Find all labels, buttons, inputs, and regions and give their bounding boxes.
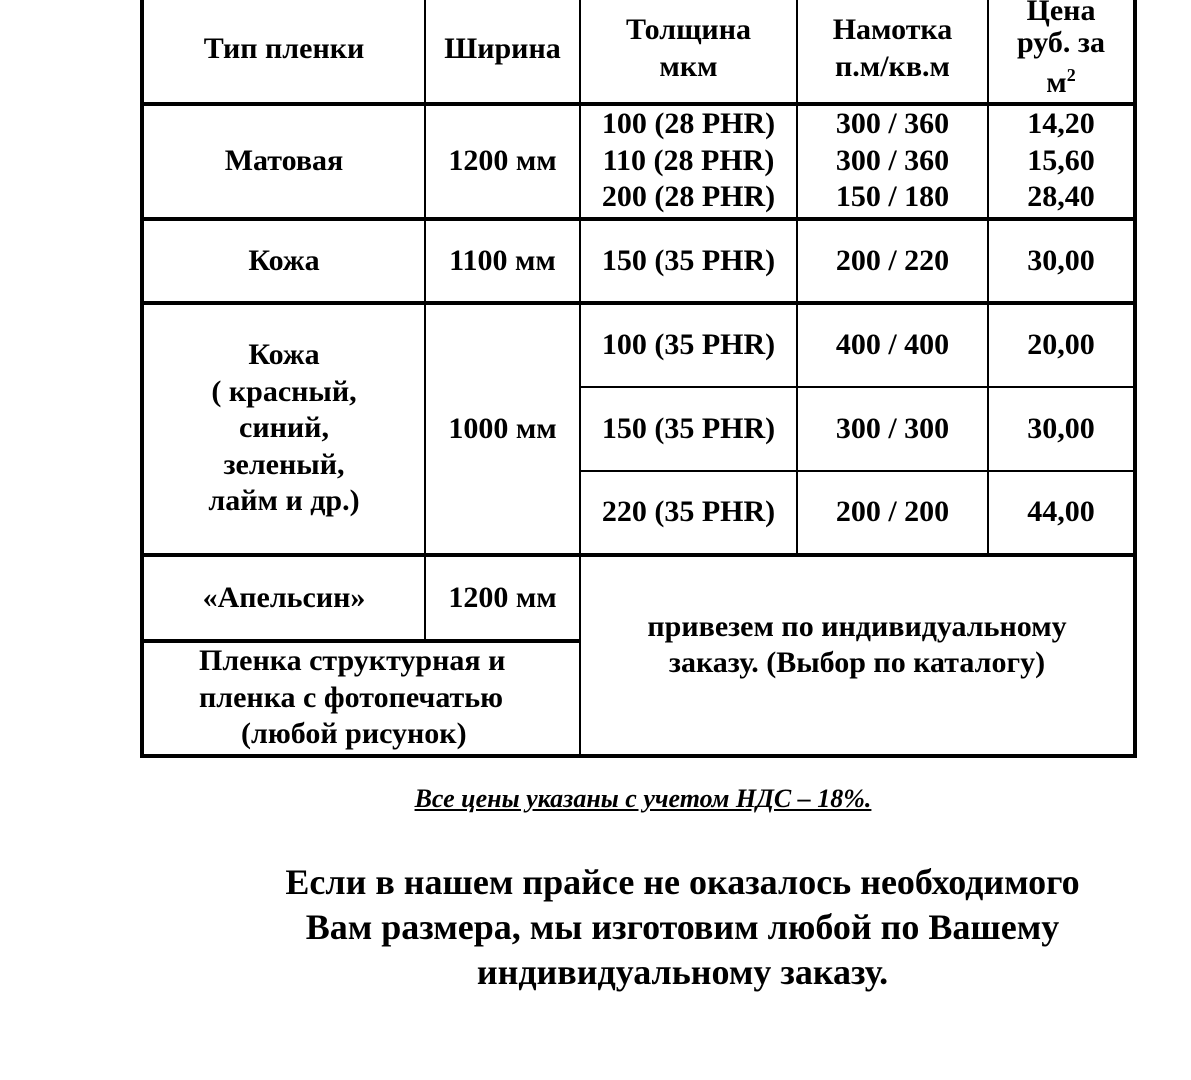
custom-order-line: привезем по индивидуальному — [647, 609, 1067, 643]
cell-price: 30,00 — [988, 387, 1135, 471]
type-line: зеленый, — [223, 447, 345, 481]
header-row — [142, 0, 1135, 104]
price-table — [140, 0, 1137, 758]
cell-price — [988, 104, 1135, 219]
vat-note: Все цены указаны с учетом НДС – 18%. — [414, 784, 872, 813]
cell-thickness: 150 (35 PHR) — [580, 387, 797, 471]
cell-width: 1100 мм — [425, 219, 580, 303]
type-line: лайм и др.) — [208, 484, 360, 518]
type-line: Пленка структурная и — [199, 644, 506, 678]
thickness-value: 200 (28 PHR) — [601, 180, 776, 214]
header-price-line1: Цена — [1026, 0, 1096, 27]
table-row — [142, 303, 1135, 387]
cell-thickness: 100 (35 PHR) — [580, 303, 797, 387]
footer-line: Если в нашем прайсе не оказалось необходимого — [285, 862, 1080, 902]
header-price — [988, 0, 1135, 104]
cell-winding — [797, 104, 988, 219]
cell-winding: 300 / 300 — [797, 387, 988, 471]
cell-type: Матовая — [142, 104, 425, 219]
header-width: Ширина — [425, 0, 580, 104]
cell-price: 20,00 — [988, 303, 1135, 387]
footer-message — [140, 860, 1191, 995]
type-line: синий, — [239, 411, 329, 445]
type-line: (любой рисунок) — [241, 717, 467, 751]
header-winding — [797, 0, 988, 104]
type-line: ( красный, — [211, 374, 357, 408]
table-row — [142, 219, 1135, 303]
winding-value: 300 / 360 — [835, 143, 950, 177]
header-winding-line2: п.м/кв.м — [835, 49, 950, 83]
footer-line: Вам размера, мы изготовим любой по Вашему — [305, 907, 1060, 947]
custom-order-line: заказу. (Выбор по каталогу) — [668, 646, 1046, 679]
type-line: пленка с фотопечатью — [199, 680, 504, 714]
cell-thickness: 220 (35 PHR) — [580, 471, 797, 555]
winding-value: 300 / 360 — [835, 107, 950, 141]
thickness-value: 110 (28 PHR) — [602, 143, 775, 177]
cell-type — [142, 303, 425, 555]
thickness-value: 100 (28 PHR) — [601, 107, 776, 141]
winding-value: 150 / 180 — [835, 180, 950, 214]
header-thickness-line1: Толщина — [626, 13, 751, 47]
cell-type: «Апельсин» — [142, 555, 425, 641]
cell-custom-order — [580, 555, 1135, 756]
cell-width: 1200 мм — [425, 104, 580, 219]
cell-type: Кожа — [142, 219, 425, 303]
footer-line: индивидуальному заказу. — [476, 952, 889, 992]
cell-width: 1200 мм — [425, 555, 580, 641]
header-thickness — [580, 0, 797, 104]
price-value: 15,60 — [1027, 143, 1095, 177]
type-line: Кожа — [248, 338, 320, 372]
cell-winding: 400 / 400 — [797, 303, 988, 387]
header-winding-line1: Намотка — [832, 13, 953, 47]
header-price-line3: $м^2$ — [1046, 65, 1076, 99]
cell-winding: 200 / 200 — [797, 471, 988, 555]
table-row — [142, 104, 1135, 219]
cell-thickness: 150 (35 PHR) — [580, 219, 797, 303]
table-row — [142, 555, 1135, 641]
cell-price: 44,00 — [988, 471, 1135, 555]
vat-note-container — [0, 784, 1191, 814]
cell-width: 1000 мм — [425, 303, 580, 555]
header-price-line2: руб. за — [1017, 26, 1105, 59]
cell-price: 30,00 — [988, 219, 1135, 303]
price-value: 28,40 — [1027, 180, 1095, 214]
header-type: Тип пленки — [142, 0, 425, 104]
cell-type — [142, 641, 580, 756]
cell-winding: 200 / 220 — [797, 219, 988, 303]
cell-thickness — [580, 104, 797, 219]
price-value: 14,20 — [1027, 107, 1095, 141]
header-thickness-line2: мкм — [659, 49, 718, 83]
